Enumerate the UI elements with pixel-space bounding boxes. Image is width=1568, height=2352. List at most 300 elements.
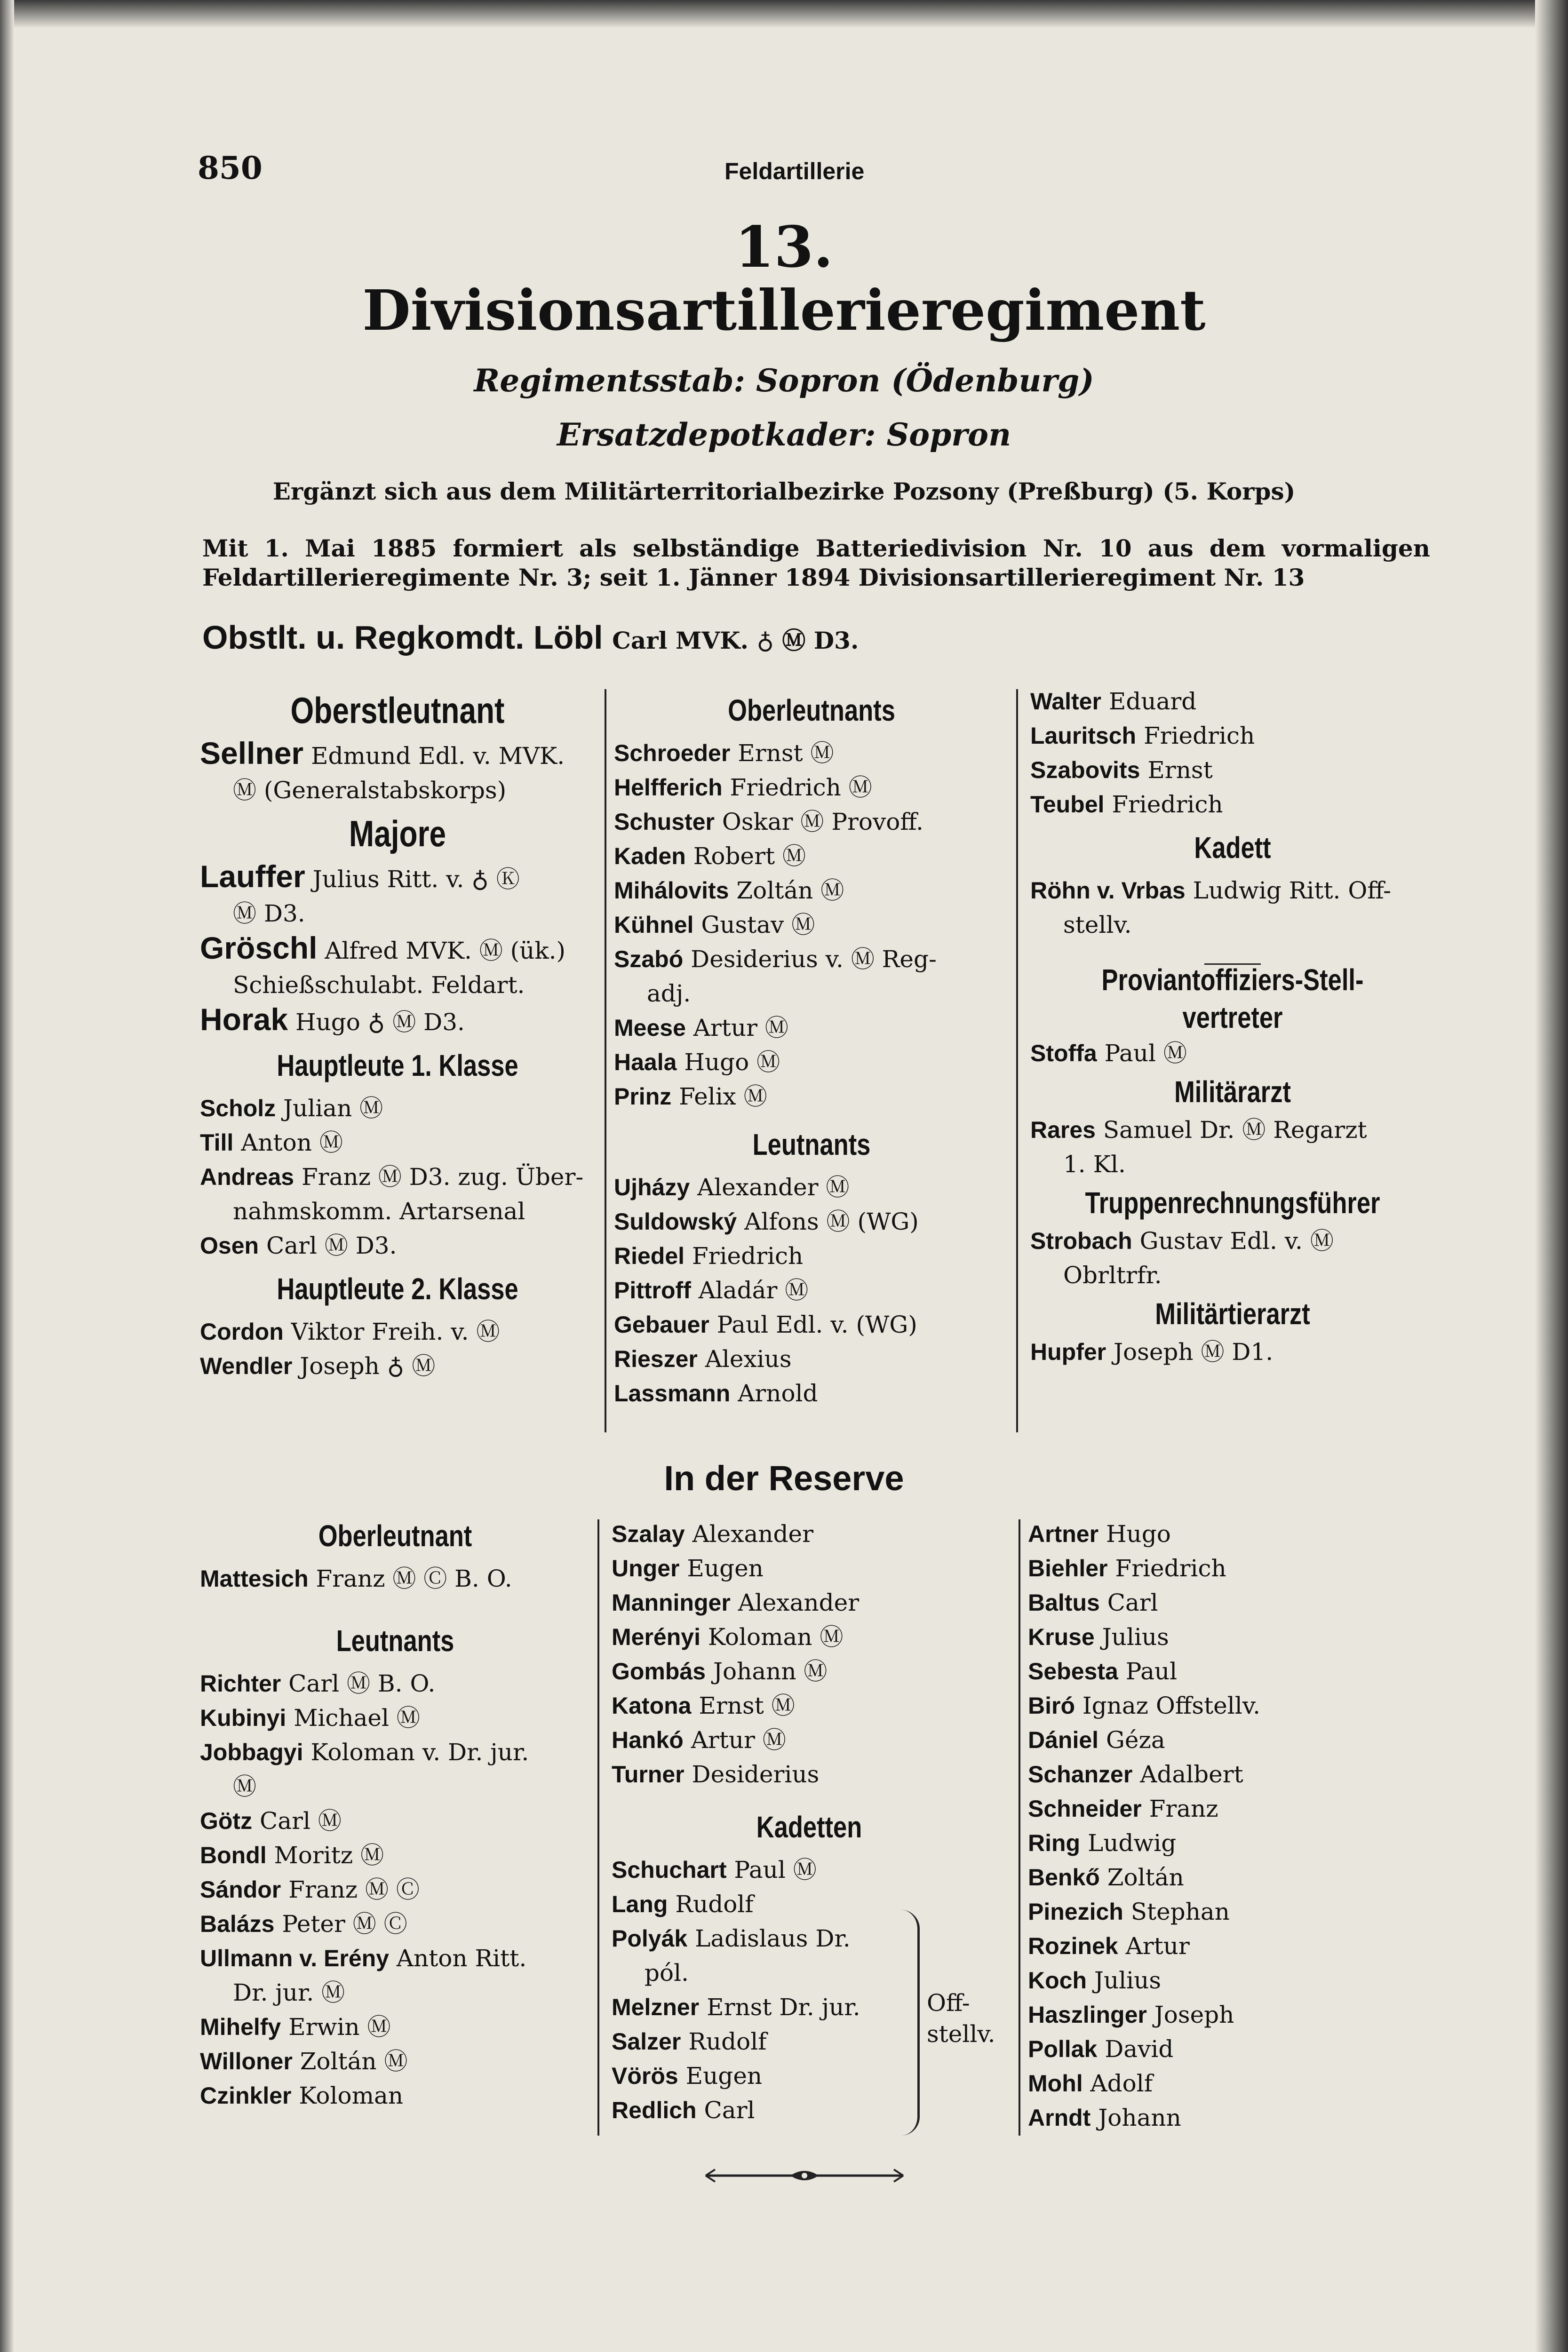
- cadet-list: [1030, 874, 1435, 942]
- entry-details: Stephan: [1130, 1898, 1230, 1925]
- list-item: [1028, 1723, 1433, 1757]
- surname: Polyák: [612, 1925, 688, 1952]
- section-heading: Kadetten: [756, 1810, 862, 1844]
- entry-details: Anton Ritt.: [396, 1945, 527, 1972]
- list-item: [200, 1349, 595, 1383]
- surname: Rares: [1030, 1117, 1096, 1143]
- list-item: [200, 1667, 590, 1701]
- surname: Artner: [1028, 1521, 1099, 1547]
- entry-details: Ernst Ⓜ: [738, 739, 834, 767]
- entry-details: Samuel Dr. Ⓜ Regarzt: [1103, 1116, 1367, 1144]
- list-item: [612, 1551, 1007, 1586]
- section-heading: Oberleutnant: [318, 1519, 472, 1553]
- surname: Suldowský: [614, 1208, 737, 1235]
- surname: Gombás: [612, 1658, 706, 1685]
- reserve-cadets-continued-list: [1028, 1517, 1433, 2135]
- entry-details: Koloman v. Dr. jur.: [310, 1739, 529, 1766]
- list-item: [612, 1956, 1007, 1990]
- entry-details: Michael Ⓜ: [294, 1704, 420, 1732]
- surname: Redlich: [612, 2097, 697, 2123]
- surname: Vörös: [612, 2063, 678, 2089]
- list-item: Ⓜ (Generalstabskorps): [233, 777, 507, 804]
- accountant-list: [1030, 1224, 1435, 1293]
- entry-details: Franz Ⓜ Ⓒ B. O.: [316, 1565, 512, 1592]
- list-item: [612, 2059, 1007, 2093]
- list-item: [614, 1045, 1009, 1080]
- list-item: [612, 1586, 1007, 1620]
- entry-details: Felix Ⓜ: [679, 1083, 767, 1110]
- surname: Hankó: [612, 1727, 684, 1753]
- list-item: [614, 1170, 1009, 1205]
- entry-details: Oskar Ⓜ Provoff.: [722, 808, 923, 835]
- right-column: [1030, 684, 1435, 1369]
- surname: Mattesich: [200, 1565, 309, 1592]
- reserve-officers-list: [612, 1517, 1007, 1792]
- surname: Willoner: [200, 2048, 293, 2074]
- entry-details: Eugen: [687, 1555, 764, 1582]
- surname: Helfferich: [614, 774, 723, 801]
- entry-details: Erwin Ⓜ: [288, 2013, 391, 2041]
- entry-details: Géza: [1106, 1726, 1165, 1754]
- entry-details: Johann: [1098, 2104, 1181, 2131]
- entry-details: Artur: [1125, 1932, 1190, 1960]
- surname: Röhn v. Vrbas: [1030, 877, 1186, 904]
- surname: Walter: [1030, 688, 1101, 715]
- list-item: [612, 2093, 1007, 2128]
- list-item: [1028, 2066, 1433, 2101]
- surname: Biehler: [1028, 1555, 1108, 1581]
- surname: Czinkler: [200, 2082, 292, 2109]
- surname: Kruse: [1028, 1624, 1095, 1650]
- entry-details: Franz: [1149, 1795, 1218, 1822]
- entry-details: Carl: [704, 2097, 755, 2124]
- list-item: [1030, 1258, 1435, 1293]
- page-title: Divisionsartillerieregiment: [362, 278, 1206, 343]
- list-item: [200, 1873, 590, 1907]
- section-heading: Leutnants: [752, 1128, 871, 1161]
- surname: Jobbagyi: [200, 1739, 303, 1765]
- entry-details: Rudolf: [675, 1891, 754, 1918]
- list-item: [200, 1701, 590, 1735]
- surname: Arndt: [1028, 2105, 1091, 2131]
- captains-1st-class-list: [200, 1091, 595, 1263]
- surname: Baltus: [1028, 1589, 1100, 1616]
- running-head: Feldartillerie: [724, 158, 865, 184]
- list-item: [614, 839, 1009, 874]
- commander-name: Löbl: [533, 619, 603, 656]
- list-item: [1030, 1113, 1435, 1147]
- entry-details: Julius: [1094, 1967, 1161, 1994]
- entry-details: Ludwig Ritt. Off-: [1193, 877, 1391, 904]
- section-heading: vertreter: [1182, 1001, 1283, 1034]
- entry-details: Ⓜ: [233, 1773, 256, 1800]
- surname: Andreas: [200, 1164, 294, 1190]
- surname: Prinz: [614, 1083, 672, 1110]
- list-item: [1028, 1586, 1433, 1620]
- surname: Sebesta: [1028, 1658, 1118, 1685]
- list-item: Ⓜ D3.: [233, 900, 305, 927]
- list-item: [614, 1308, 1009, 1342]
- scan-edge-left: [0, 0, 14, 2352]
- entry-details: Artur Ⓜ: [693, 1014, 788, 1041]
- list-item: [1030, 1335, 1435, 1369]
- list-item: [1028, 2101, 1433, 2135]
- list-item: [200, 2079, 590, 2113]
- list-item: Lauffer Julius Ritt. v. ♁ Ⓚ: [200, 859, 520, 894]
- surname: Schuchart: [612, 1857, 727, 1883]
- depot-cadre: Ersatzdepotkader: Sopron: [557, 416, 1011, 453]
- list-item: [200, 1735, 590, 1770]
- surname: Turner: [612, 1761, 685, 1788]
- first-lieutenants-list: [614, 736, 1009, 1114]
- surname: Melzner: [612, 1994, 700, 2020]
- surname: Benkő: [1028, 1864, 1100, 1891]
- list-item: [1028, 1654, 1433, 1689]
- surname: Koch: [1028, 1967, 1087, 1994]
- list-item: [200, 1907, 590, 1941]
- list-item: [614, 1080, 1009, 1114]
- surname: Osen: [200, 1232, 259, 1259]
- list-item: [614, 736, 1009, 771]
- list-item: [1028, 1620, 1433, 1654]
- list-item: [614, 874, 1009, 908]
- entry-details: Carl Ⓜ B. O.: [288, 1670, 436, 1697]
- entry-details: Alexander Ⓜ: [697, 1174, 850, 1201]
- surname: Schuster: [614, 809, 715, 835]
- list-item: [614, 1273, 1009, 1308]
- list-item: [612, 1620, 1007, 1654]
- surname: Dániel: [1028, 1727, 1099, 1753]
- list-item: Sellner Edmund Edl. v. MVK.: [200, 736, 565, 771]
- military-doctor-list: [1030, 1113, 1435, 1182]
- entry-details: Johann Ⓜ: [713, 1658, 828, 1685]
- entry-details: stellv.: [1063, 911, 1132, 938]
- commander-details: Carl MVK. ♁ Ⓜ D3.: [612, 627, 859, 654]
- section-heading: Militärtierarzt: [1155, 1297, 1310, 1331]
- entry-details: Adalbert: [1140, 1761, 1243, 1788]
- surname: Salzer: [612, 2028, 681, 2055]
- list-item: [614, 908, 1009, 942]
- section-heading: Truppenrechnungsführer: [1085, 1186, 1380, 1220]
- surname: Riedel: [614, 1243, 685, 1269]
- list-item: [614, 1342, 1009, 1376]
- entry-details: Ernst Dr. jur.: [707, 1994, 860, 2021]
- entry-details: Zoltán: [1107, 1864, 1184, 1891]
- list-item: [1028, 1517, 1433, 1551]
- entry-details: Peter Ⓜ Ⓒ: [282, 1910, 407, 1938]
- section-heading: Hauptleute 2. Klasse: [277, 1272, 518, 1306]
- entry-details: Joseph ♁ Ⓜ: [300, 1352, 436, 1380]
- entry-details: Friedrich Ⓜ: [730, 774, 872, 801]
- left-column: [200, 684, 595, 1383]
- list-item: [614, 805, 1009, 839]
- surname: Teubel: [1030, 791, 1105, 818]
- list-item: [1030, 719, 1435, 753]
- surname: Bondl: [200, 1842, 267, 1868]
- list-item: Gröschl Alfred MVK. Ⓜ (ük.): [200, 930, 566, 965]
- surname: Haala: [614, 1049, 677, 1075]
- surname: Schanzer: [1028, 1761, 1133, 1788]
- surname: Scholz: [200, 1095, 276, 1121]
- list-item: [1030, 874, 1435, 908]
- list-item: [1028, 1895, 1433, 1929]
- entry-details: Julius: [1102, 1623, 1169, 1651]
- surname: Mihálovits: [614, 877, 729, 904]
- surname: Katona: [612, 1692, 692, 1719]
- surname: Schneider: [1028, 1796, 1142, 1822]
- list-item: [1028, 1757, 1433, 1792]
- surname: Rozinek: [1028, 1933, 1118, 1959]
- reserve-lieutenants-list: [200, 1667, 590, 2113]
- list-item: [200, 1315, 595, 1349]
- entry-details: nahmskomm. Artarsenal: [233, 1198, 525, 1225]
- surname: Schroeder: [614, 740, 731, 766]
- surname: Biró: [1028, 1692, 1075, 1719]
- entry-details: Dr. jur. Ⓜ: [233, 1979, 345, 2006]
- list-item: [1028, 1792, 1433, 1826]
- list-item: [1030, 684, 1435, 719]
- regiment-commander: [202, 619, 859, 656]
- list-item: [1030, 1224, 1435, 1258]
- surname: Ujházy: [614, 1174, 690, 1200]
- entry-details: Hugo Ⓜ: [684, 1049, 780, 1076]
- entry-details: Adolf: [1090, 2070, 1153, 2097]
- list-item: [612, 1654, 1007, 1689]
- entry-details: Aladár Ⓜ: [698, 1277, 809, 1304]
- surname: Lang: [612, 1891, 668, 1917]
- entry-details: Rudolf: [688, 2028, 767, 2055]
- entry-details: Robert Ⓜ: [693, 842, 806, 870]
- list-item: [614, 1011, 1009, 1045]
- column-divider: [1019, 1519, 1020, 2136]
- surname: Ullmann v. Erény: [200, 1945, 389, 1971]
- list-item: [614, 1239, 1009, 1273]
- commander-label: Obstlt. u. Regkomdt.: [202, 619, 525, 656]
- entry-details: Koloman Ⓜ: [708, 1623, 844, 1651]
- section-heading: Oberleutnants: [728, 693, 895, 727]
- list-item: [612, 1853, 1007, 1887]
- surname: Kaden: [614, 843, 686, 869]
- entry-details: Artur Ⓜ: [691, 1726, 786, 1754]
- surname: Manninger: [612, 1589, 731, 1616]
- regiment-history: Mit 1. Mai 1885 formiert als selbständige Batteriedivision Nr. 10 aus dem vormaligen Feldartillerieregimente Nr. 3; seit 1. Jänner 1894 Divisionsartillerieregiment Nr. 13: [202, 534, 1430, 591]
- list-item: [200, 1838, 590, 1873]
- brace-label: Off-stellv.: [927, 1989, 995, 2048]
- surname: Richter: [200, 1670, 281, 1697]
- surname: Meese: [614, 1015, 686, 1041]
- list-item: [200, 1126, 595, 1160]
- surname: Balázs: [200, 1911, 275, 1937]
- list-item: [200, 1091, 595, 1126]
- list-item: [200, 2010, 590, 2044]
- entry-details: Alexander: [738, 1589, 860, 1616]
- surname: Pittroff: [614, 1277, 691, 1303]
- surname: Pollak: [1028, 2036, 1098, 2062]
- surname: Hupfer: [1030, 1339, 1106, 1365]
- list-item: [612, 1723, 1007, 1757]
- surname: Haszlinger: [1028, 2002, 1147, 2028]
- entry-details: Julian Ⓜ: [283, 1095, 383, 1122]
- reserve-heading: In der Reserve: [664, 1459, 904, 1498]
- surname: Cordon: [200, 1319, 284, 1345]
- surname: Götz: [200, 1808, 253, 1834]
- list-item: [1028, 1963, 1433, 1998]
- surname: Kühnel: [614, 912, 694, 938]
- list-item: [614, 977, 1009, 1011]
- list-item: [200, 1194, 595, 1229]
- middle-column: [614, 684, 1009, 1411]
- entry-details: Zoltán Ⓜ: [300, 2048, 408, 2075]
- surname: Merényi: [612, 1624, 700, 1650]
- entry-details: Friedrich: [692, 1242, 804, 1270]
- page-number: 850: [198, 150, 263, 186]
- list-item: [200, 1562, 590, 1596]
- list-item: [200, 1976, 590, 2010]
- column-divider: [1016, 689, 1018, 1432]
- ornament-divider: [696, 2164, 913, 2187]
- section-heading: Kadett: [1194, 831, 1271, 865]
- lieutenants-list: [614, 1170, 1009, 1411]
- entry-details: Desiderius v. Ⓜ Reg-: [691, 946, 937, 973]
- lieutenants-continued-list: [1030, 684, 1435, 822]
- entry-details: Obrltrfr.: [1063, 1262, 1162, 1289]
- list-item: [1028, 1998, 1433, 2032]
- entry-details: Joseph: [1154, 2001, 1234, 2028]
- list-item: Horak Hugo ♁ Ⓜ D3.: [200, 1002, 465, 1037]
- entry-details: Franz Ⓜ Ⓒ: [288, 1876, 420, 1903]
- list-item: [612, 1922, 1007, 1956]
- section-heading: Militärarzt: [1174, 1075, 1291, 1109]
- surname: Unger: [612, 1555, 680, 1581]
- entry-details: David: [1105, 2035, 1174, 2063]
- entry-details: Paul Edl. v. (WG): [716, 1311, 917, 1338]
- entry-details: Eugen: [685, 2062, 763, 2090]
- scan-edge-right: [1535, 0, 1568, 2352]
- list-item: [200, 1941, 590, 1976]
- surname: Strobach: [1030, 1228, 1132, 1254]
- list-item: [1030, 753, 1435, 787]
- surname: Mihelfy: [200, 2014, 281, 2040]
- entry-details: Zoltán Ⓜ: [736, 877, 844, 904]
- reserve-left-column: [200, 1510, 590, 2113]
- entry-details: Ernst Ⓜ: [699, 1692, 795, 1719]
- entry-details: Paul Ⓜ: [734, 1856, 817, 1883]
- entry-details: Ernst: [1147, 756, 1213, 784]
- surname: Till: [200, 1129, 234, 1156]
- entry-details: pól.: [645, 1959, 689, 1986]
- list-item: [200, 2044, 590, 2079]
- entry-details: Gustav Ⓜ: [701, 911, 815, 938]
- surname: Szalay: [612, 1521, 685, 1547]
- list-item: [1028, 2032, 1433, 2066]
- scan-edge-top: [0, 0, 1568, 28]
- list-item: [612, 1887, 1007, 1922]
- list-item: [1028, 1551, 1433, 1586]
- recruitment-district: Ergänzt sich aus dem Militärterritorialbezirke Pozsony (Preßburg) (5. Korps): [272, 477, 1296, 505]
- entry-details: Eduard: [1108, 688, 1197, 715]
- list-item: [200, 1804, 590, 1838]
- regimental-staff: Regimentsstab: Sopron (Ödenburg): [474, 362, 1094, 399]
- entry-details: 1. Kl.: [1063, 1151, 1126, 1178]
- entry-details: Gustav Edl. v. Ⓜ: [1139, 1227, 1334, 1255]
- section-heading: Majore: [349, 813, 446, 854]
- surname: Pinezich: [1028, 1899, 1123, 1925]
- entry-details: Joseph Ⓜ D1.: [1114, 1338, 1274, 1366]
- list-item: Schießschulabt. Feldart.: [233, 971, 525, 999]
- entry-details: Ladislaus Dr.: [695, 1925, 851, 1952]
- entry-details: Paul Ⓜ: [1104, 1040, 1187, 1067]
- captains-2nd-class-list: [200, 1315, 595, 1383]
- list-item: [614, 942, 1009, 977]
- entry-details: Friedrich: [1115, 1555, 1226, 1582]
- list-item: [1030, 908, 1435, 942]
- surname: Szabó: [614, 946, 684, 972]
- list-item: [1028, 1826, 1433, 1860]
- entry-details: Alexander: [692, 1520, 813, 1548]
- entry-details: Koloman: [299, 2082, 404, 2109]
- list-item: [1030, 787, 1435, 822]
- list-item: [612, 1689, 1007, 1723]
- list-item: [1028, 1860, 1433, 1895]
- entry-details: Friedrich: [1143, 722, 1255, 749]
- reserve-right-column: [1028, 1517, 1433, 2135]
- list-item: [1030, 1036, 1435, 1071]
- surname: Rieszer: [614, 1346, 698, 1372]
- entry-details: Carl Ⓜ: [260, 1807, 342, 1835]
- entry-details: Carl Ⓜ D3.: [266, 1232, 397, 1259]
- list-item: [200, 1160, 595, 1194]
- surname: Kubinyi: [200, 1705, 287, 1731]
- surname: Lauritsch: [1030, 723, 1137, 749]
- list-item: [1028, 1689, 1433, 1723]
- entry-details: adj.: [647, 980, 691, 1007]
- entry-details: Arnold: [738, 1380, 818, 1407]
- entry-details: Viktor Freih. v. Ⓜ: [291, 1318, 500, 1345]
- column-divider: [597, 1519, 599, 2136]
- surname: Szabovits: [1030, 757, 1140, 783]
- entry-details: Ludwig: [1088, 1829, 1177, 1857]
- list-item: [614, 1376, 1009, 1411]
- entry-details: Ignaz Offstellv.: [1082, 1692, 1260, 1719]
- surname: Wendler: [200, 1353, 293, 1379]
- section-heading: Oberstleutnant: [290, 690, 505, 731]
- list-item: [1028, 1929, 1433, 1963]
- surname: Sándor: [200, 1876, 281, 1903]
- list-item: [612, 1517, 1007, 1551]
- surname: Ring: [1028, 1830, 1081, 1856]
- entry-details: Desiderius: [692, 1761, 820, 1788]
- list-item: [612, 1757, 1007, 1792]
- entry-details: Moritz Ⓜ: [274, 1842, 384, 1869]
- entry-details: Friedrich: [1112, 791, 1223, 818]
- surname: Lassmann: [614, 1380, 731, 1406]
- entry-details: Anton Ⓜ: [241, 1129, 343, 1156]
- entry-details: Carl: [1107, 1589, 1158, 1616]
- regiment-number: 13.: [735, 214, 833, 280]
- list-item: [200, 1770, 590, 1804]
- entry-details: Hugo: [1106, 1520, 1171, 1548]
- brace: [899, 1910, 920, 2136]
- section-heading: Hauptleute 1. Klasse: [277, 1049, 518, 1082]
- entry-details: Paul: [1125, 1658, 1178, 1685]
- entry-details: Alexius: [705, 1345, 792, 1373]
- section-heading: Leutnants: [336, 1624, 454, 1658]
- surname: Stoffa: [1030, 1040, 1097, 1066]
- column-divider: [605, 689, 606, 1432]
- list-item: [1030, 1147, 1435, 1182]
- list-item: [614, 1205, 1009, 1239]
- list-item: [200, 1229, 595, 1263]
